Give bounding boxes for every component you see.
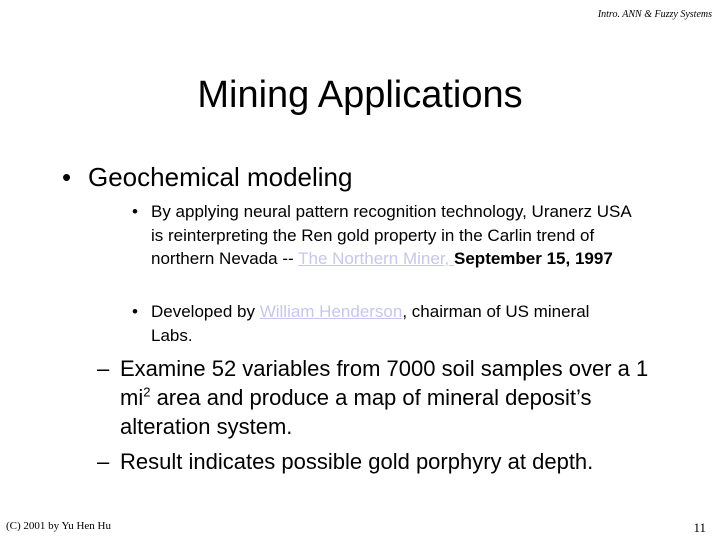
header-text: Intro. ANN & Fuzzy Systems [597, 9, 712, 20]
sub-bullet-developed [132, 300, 631, 347]
date-text: September 15, 1997 [454, 249, 613, 268]
slide-title: Mining Applications [197, 74, 523, 116]
dash-examine [97, 354, 680, 441]
bullet-icon: • [132, 202, 138, 221]
bullet-icon: • [62, 162, 72, 192]
dash-icon: – [97, 356, 110, 381]
text: area and produce a map of mineral deposit’s alteration system. [120, 385, 592, 439]
text: , chairman of US mineral Labs. [151, 302, 590, 345]
text: Result indicates possible gold porphyry at depth. [120, 449, 594, 474]
sub-bullet-uranerz [132, 200, 631, 271]
text: Developed by [151, 302, 260, 321]
bullet-text: Geochemical modeling [88, 162, 353, 192]
sub-bullet-text: By applying neural pattern recognition technology, Uranerz USA is reinterpreting the Ren gold property in the Carlin trend of northern Nevada -- [151, 202, 631, 268]
footer-copyright: (C) 2001 by Yu Hen Hu [6, 520, 111, 532]
dash-icon: – [97, 449, 110, 474]
page-number: 11 [693, 520, 706, 535]
dash-result [97, 447, 680, 476]
text: Examine 52 variables from 7000 soil samples over a 1 mi [120, 356, 649, 410]
northern-miner-link[interactable]: The Northern Miner, [298, 249, 455, 268]
superscript: 2 [143, 384, 151, 400]
bullet-geochemical [62, 162, 352, 193]
william-henderson-link[interactable]: William Henderson [259, 302, 403, 321]
bullet-icon: • [132, 302, 138, 321]
